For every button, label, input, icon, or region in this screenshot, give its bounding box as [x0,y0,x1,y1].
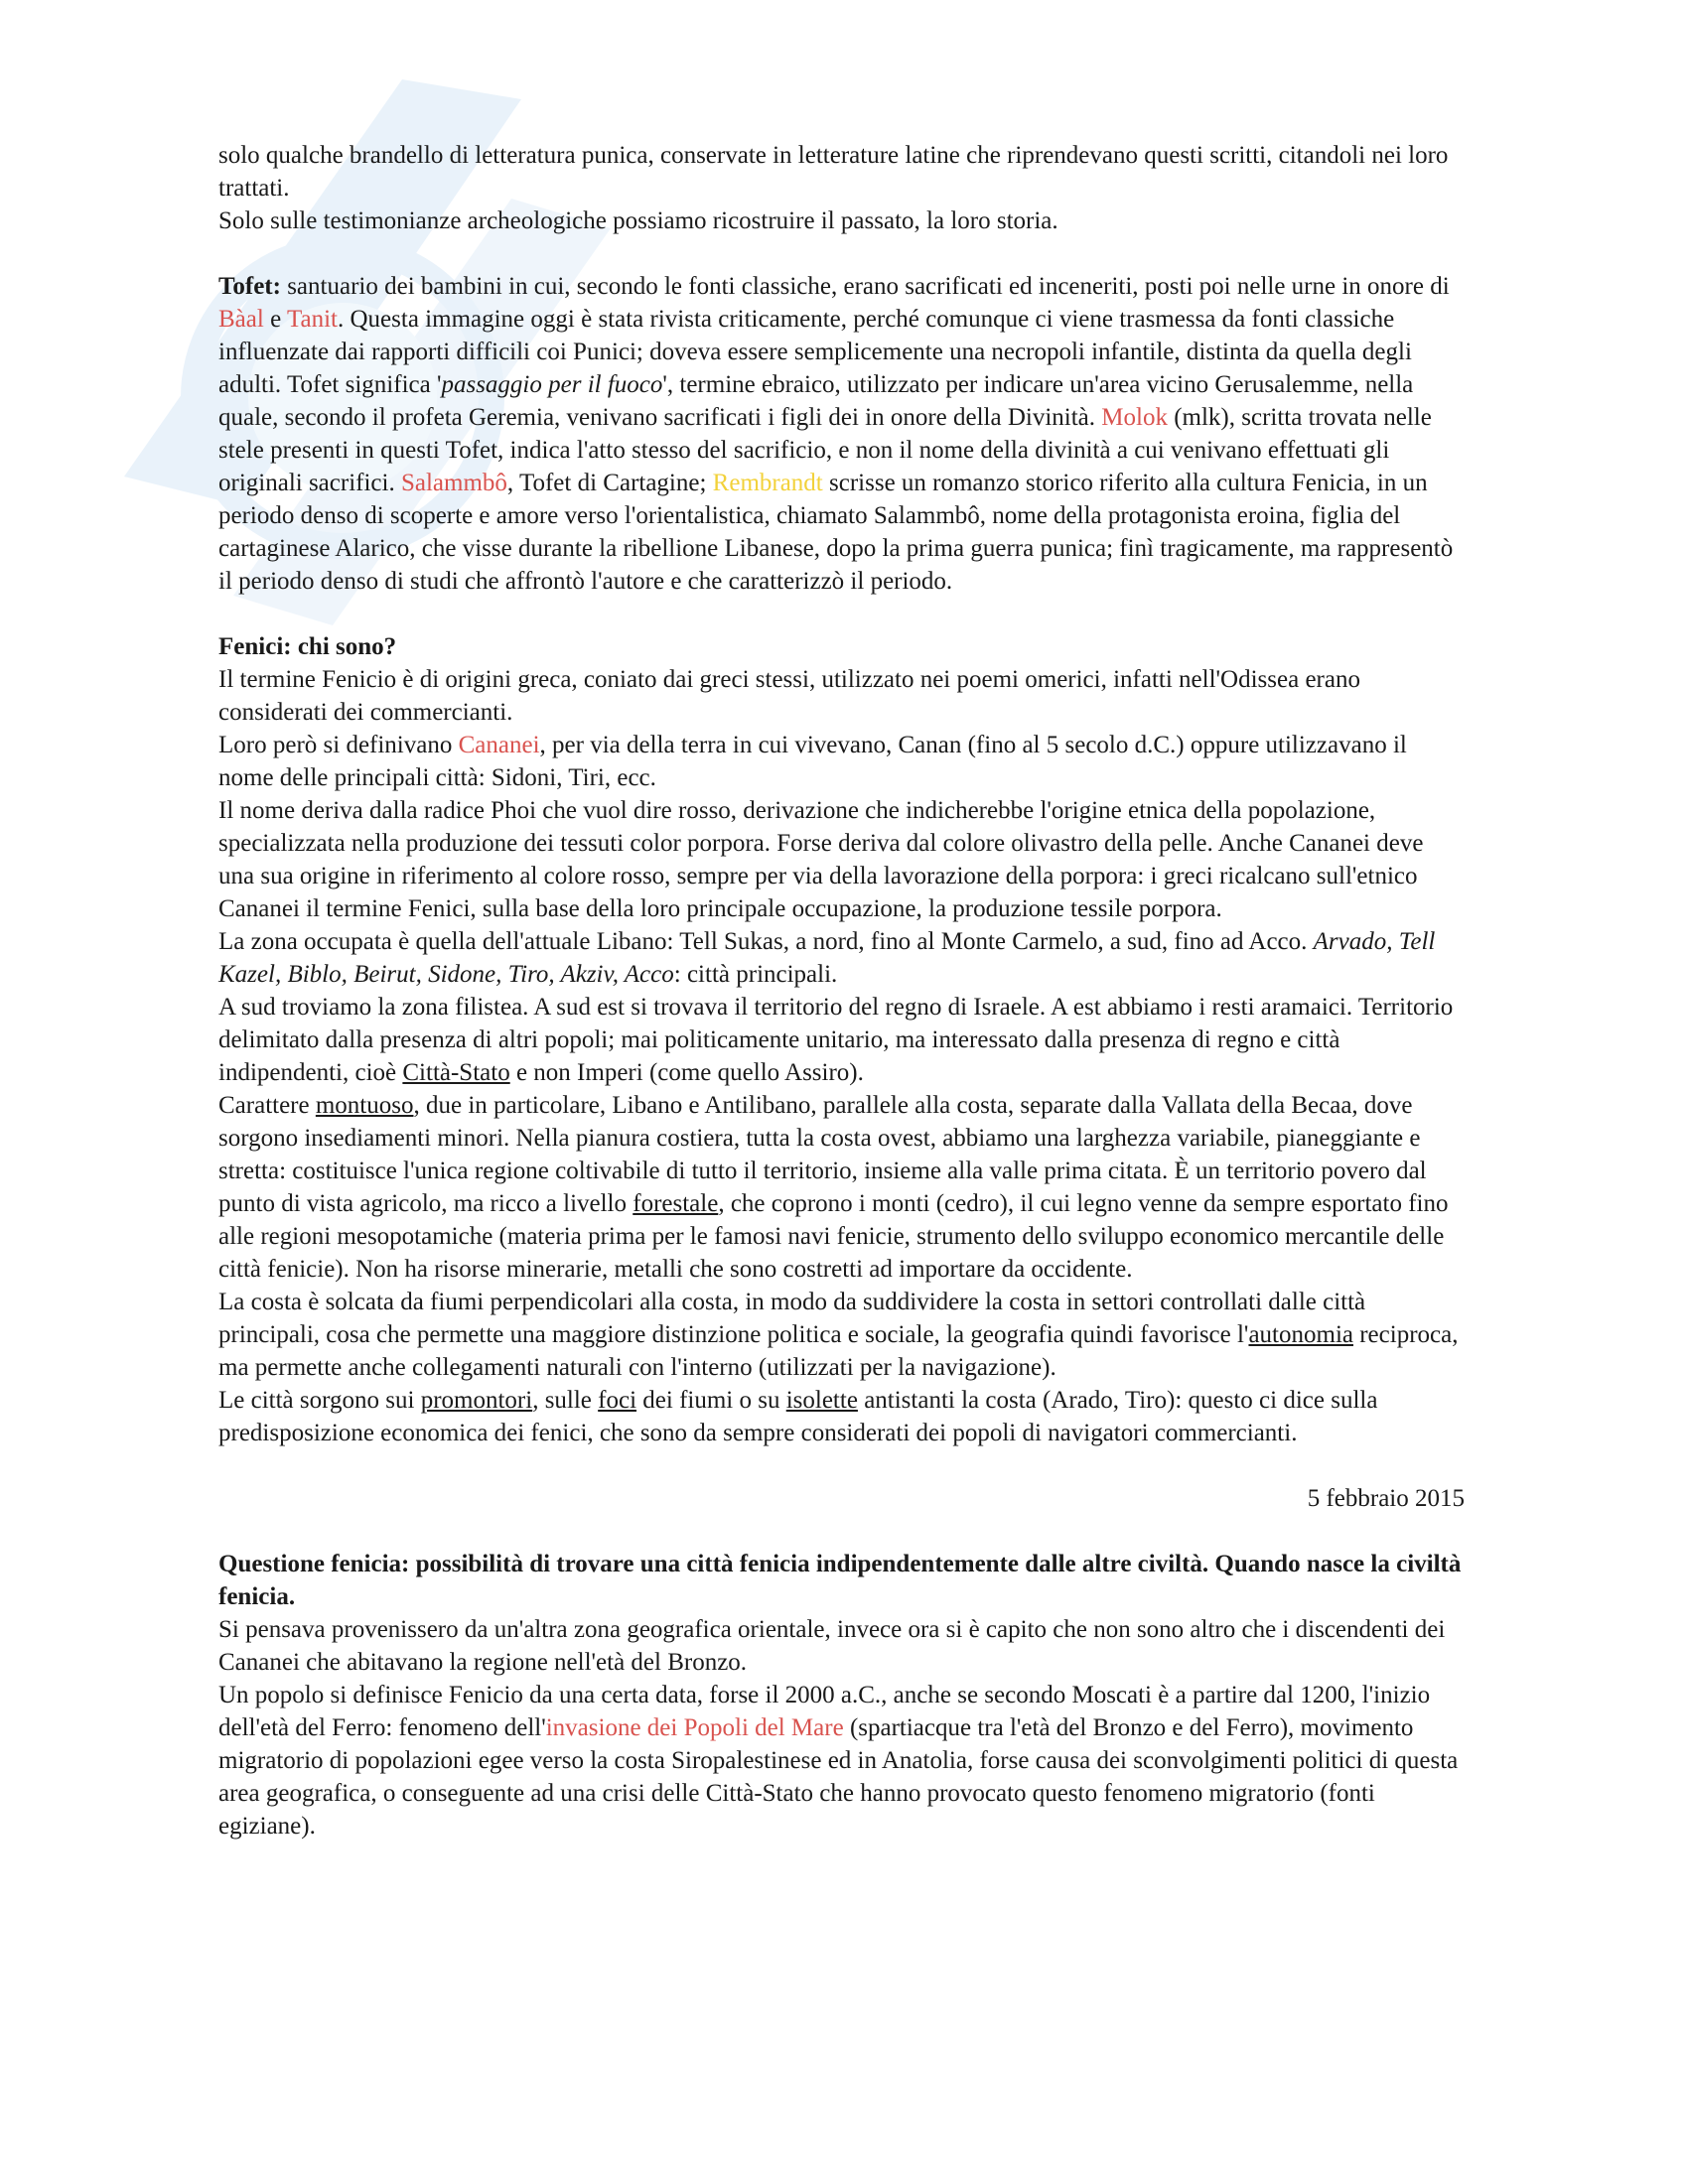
term-forestale: forestale [633,1190,719,1217]
fenici-p2 [218,729,1465,794]
fenici-text: , che coprono i monti (cedro), il cui legno venne da sempre esportato fino alle regioni mesopotamiche (materia prima per le famosi navi fenicie, strumento dello sviluppo economico mercantile delle città fenicie). Non ha risorse minerarie, metalli che sono costretti ad importare da occidente. [218,1190,1449,1283]
questione-text: Un popolo si definisce Fenicio da una certa data, forse il 2000 a.C., anche se secondo Moscati è a partire dal 1200, l'inizio dell'età del Ferro: fenomeno dell' [218,1682,1431,1741]
fenici-text: dei fiumi o su [636,1387,786,1414]
fenici-p4 [218,925,1465,991]
fenici-p1: Il termine Fenicio è di origini greca, coniato dai greci stessi, utilizzato nei poemi omerici, infatti nell'Odissea erano considerati dei commercianti. [218,666,1360,726]
lecture-date: 5 febbraio 2015 [1307,1485,1465,1512]
intro-line-1: solo qualche brandello di letteratura punica, conservate in letterature latine che riprendevano questi scritti, citandoli nei loro trattati. [218,142,1449,202]
fenici-heading-text: Fenici: chi sono? [218,633,397,660]
questione-heading-text: Questione fenicia: possibilità di trovare una città fenicia indipendentemente dalle altre civiltà. Quando nasce la civiltà fenicia. [218,1551,1462,1610]
document-body [218,139,1465,1843]
questione-p1: Si pensava provenissero da un'altra zona geografica orientale, invece ora si è capito che non sono altro che i discendenti dei Cananei che abitavano la regione nell'età del Bronzo. [218,1616,1446,1676]
tofet-text: ', termine ebraico, utilizzato per indicare un'area vicino Gerusalemme, nella quale, secondo il profeta Geremia, venivano sacrificati i figli dei in onore della Divinità. [218,371,1414,431]
term-promontori: promontori [420,1387,533,1414]
fenici-text: : città principali. [673,961,838,988]
cities-list: Arvado, Tell Kazel, Biblo, Beirut, Sidone, Tiro, Akziv, Acco [218,928,1436,988]
fenici-text: Le città sorgono sui [218,1387,421,1414]
term-baal: Bàal [218,306,264,333]
fenici-text: antistanti la costa (Arado, Tiro): questo ci dice sulla predisposizione economica dei fenici, che sono da sempre considerati dei popoli di navigatori commercianti. [218,1387,1378,1446]
tofet-heading: Tofet: [218,273,281,300]
term-cananei: Cananei [458,732,540,758]
fenici-text: reciproca, ma permette anche collegamenti naturali con l'interno (utilizzati per la navigazione). [218,1321,1459,1381]
questione-heading [218,1548,1465,1613]
term-autonomia: autonomia [1248,1321,1353,1348]
intro-line-2: Solo sulle testimonianze archeologiche possiamo ricostruire il passato, la loro storia. [218,207,1058,234]
fenici-heading [218,630,1465,663]
term-montuoso: montuoso [315,1092,414,1119]
term-passaggio: passaggio per il fuoco [441,371,663,398]
term-rembrandt: Rembrandt [712,470,823,496]
fenici-p8 [218,1384,1465,1449]
fenici-p3: Il nome deriva dalla radice Phoi che vuol dire rosso, derivazione che indicherebbe l'origine etnica della popolazione, specializzata nella produzione dei tessuti color porpora. Forse deriva dal colore olivastro della pelle. Anche Cananei deve una sua origine in riferimento al colore rosso, sempre per via della lavorazione della porpora: i greci ricalcano sull'etnico Cananei il termine Fenici, sulla base della loro principale occupazione, la produzione tessile porpora. [218,797,1424,922]
fenici-p5 [218,991,1465,1089]
term-molok: Molok [1101,404,1168,431]
term-salammbo: Salammbô [400,470,507,496]
fenici-text: La costa è solcata da fiumi perpendicolari alla costa, in modo da suddividere la costa in settori controllati dalle città principali, cosa che permette una maggiore distinzione politica e sociale, la geografia quindi favorisce l' [218,1289,1366,1348]
term-foci: foci [598,1387,637,1414]
fenici-text: e non Imperi (come quello Assiro). [509,1059,864,1086]
term-isolette: isolette [785,1387,858,1414]
term-invasione: invasione dei Popoli del Mare [545,1714,844,1741]
fenici-text: La zona occupata è quella dell'attuale Libano: Tell Sukas, a nord, fino al Monte Carmelo, a sud, fino ad Acco. [218,928,1314,955]
tofet-text: santuario dei bambini in cui, secondo le fonti classiche, erano sacrificati ed inceneriti, posti poi nelle urne in onore di [280,273,1450,300]
tofet-paragraph [218,270,1465,598]
fenici-p6 [218,1089,1465,1286]
fenici-text: , per via della terra in cui vivevano, Canan (fino al 5 secolo d.C.) oppure utilizzavano il nome delle principali città: Sidoni, Tiri, ecc. [218,732,1407,791]
tofet-text: , Tofet di Cartagine; [506,470,713,496]
term-tanit: Tanit [286,306,338,333]
tofet-text: (mlk), scritta trovata nelle stele presenti in questi Tofet, indica l'atto stesso del sacrificio, e non il nome della divinità a cui venivano effettuati gli originali sacrifici. [218,404,1432,496]
fenici-text: A sud troviamo la zona filistea. A sud est si trovava il territorio del regno di Israele. A est abbiamo i resti aramaici. Territorio delimitato dalla presenza di altri popoli; mai politicamente unitario, ma interessato dalla presenza di regno e città indipendenti, cioè [218,994,1454,1086]
fenici-text: Carattere [218,1092,316,1119]
fenici-text: , sulle [532,1387,599,1414]
questione-p2 [218,1679,1465,1843]
fenici-text: Loro però si definivano [218,732,459,758]
fenici-text: , due in particolare, Libano e Antilibano, parallele alla costa, separate dalla Vallata della Becaa, dove sorgono insediamenti minori. Nella pianura costiera, tutta la costa ovest, abbiamo una larghezza variabile, pianeggiante e stretta: costituisce l'unica regione coltivabile di tutto il territorio, insieme alla valle prima citata. È un territorio povero dal punto di vista agricolo, ma ricco a livello [218,1092,1427,1217]
tofet-text: e [263,306,287,333]
fenici-p7 [218,1286,1465,1384]
tofet-text: scrisse un romanzo storico riferito alla cultura Fenicia, in un periodo denso di scoperte e amore verso l'orientalistica, chiamato Salammbô, nome della protagonista eroina, figlia del cartaginese Alarico, che visse durante la ribellione Libanese, dopo la prima guerra punica; finì tragicamente, ma rappresentò il periodo denso di studi che affrontò l'autore e che caratterizzò il periodo. [218,470,1454,595]
tofet-text: . Questa immagine oggi è stata rivista criticamente, perché comunque ci viene trasmessa da fonti classiche influenzate dai rapporti difficili coi Punici; doveva essere semplicemente una necropoli infantile, distinta da quella degli adulti. Tofet significa ' [218,306,1412,398]
term-citta-stato: Città-Stato [402,1059,510,1086]
questione-text: (spartiacque tra l'età del Bronzo e del Ferro), movimento migratorio di popolazioni egee verso la costa Siropalestinese ed in Anatolia, forse causa dei sconvolgimenti politici di questa area geografica, o conseguente ad una crisi delle Città-Stato che hanno provocato questo fenomeno migratorio (fonti egiziane). [218,1714,1459,1840]
